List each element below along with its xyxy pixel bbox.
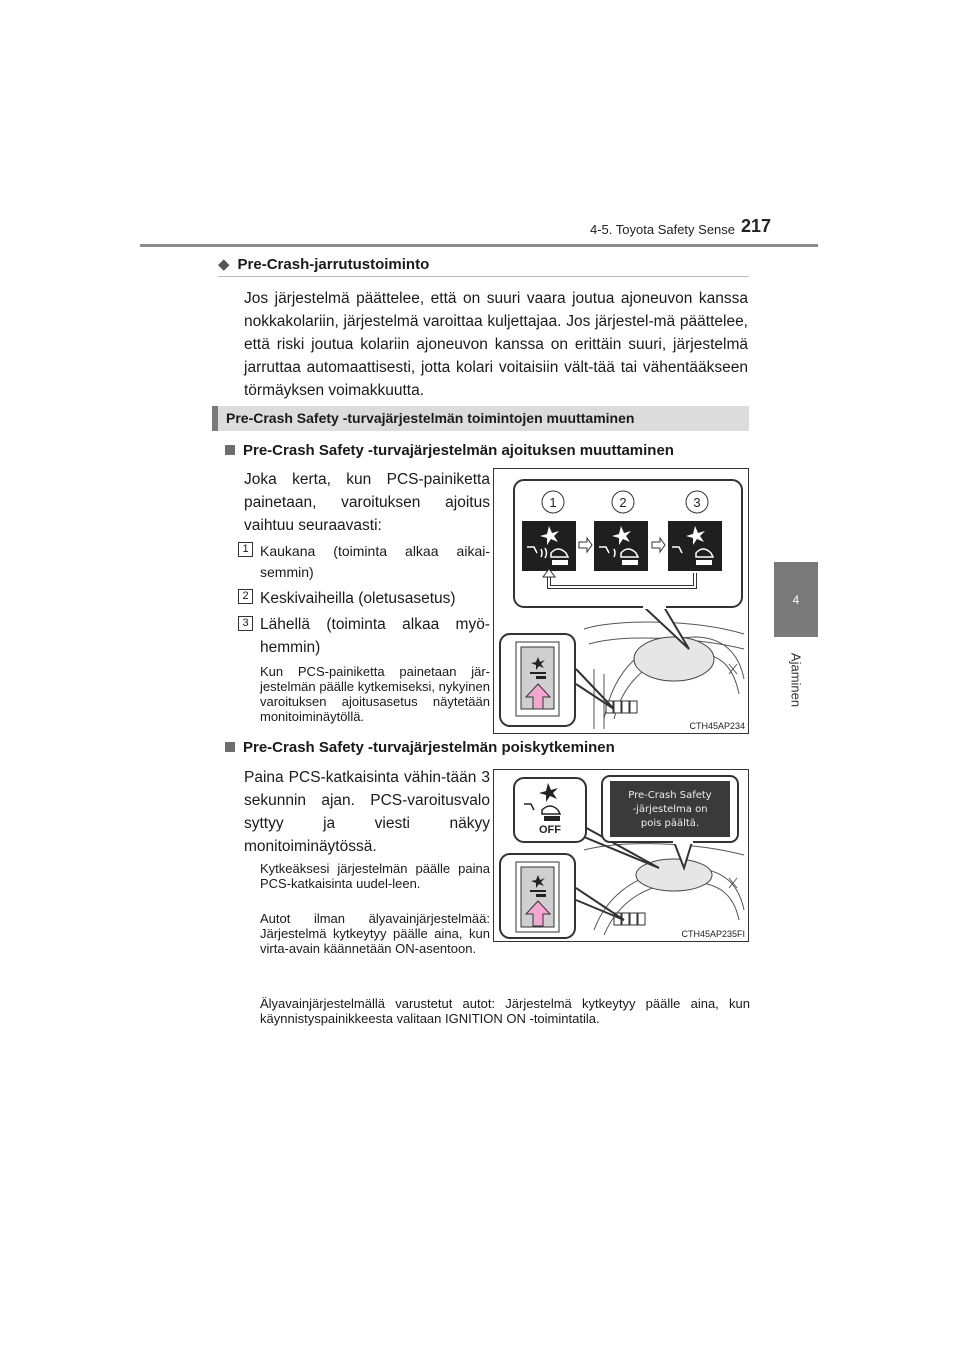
timing-illustration [494,469,749,734]
timing-heading-text: Pre-Crash Safety -turvajärjestelmän ajoituksen muuttaminen [243,442,674,459]
chapter-tab: 4 [774,562,818,637]
option-number-1: 1 [238,542,253,557]
timing-heading [225,442,674,459]
display-message-line-3: pois päältä. [640,818,700,829]
option-3-text: Lähellä (toiminta alkaa myö-hemmin) [260,616,490,656]
chapter-label-text: Ajaminen [788,652,804,708]
option-number-2: 2 [238,589,253,604]
subheading [218,255,429,273]
disable-note-1: Kytkeäksesi järjestelmän päälle paina PCS-katkaisinta uudel-leen. [260,861,490,891]
disable-heading [225,739,615,756]
timing-figure [493,468,749,734]
figure-label-1: 1 [549,495,557,510]
chapter-label [773,650,819,710]
disable-illustration [494,770,749,942]
display-message-line-2: -järjestelma on [632,804,708,815]
figure-label-2: 2 [619,495,627,510]
option-2-text: Keskivaiheilla (oletusasetus) [260,590,456,607]
section-title: Pre-Crash Safety -turvajärjestelmän toimintojen muuttaminen [212,406,749,431]
diamond-icon: ◆ [218,256,230,273]
subheading-rule [218,276,749,277]
figure-label-3: 3 [693,495,701,510]
intro-paragraph: Jos järjestelmä päättelee, että on suuri vaara joutua ajoneuvon kanssa nokkakolariin, järjestelmä varoittaa kuljettajaa. Jos järjestel-mä päättelee, että riski joutua kolariin ajoneuvon kanssa on erittäin suuri, järjestelmä jarruttaa automaattisesti, jotta kolari voitaisiin vält-tää tai vähentääkseen törmäyksen voimakkuutta. [244,290,748,399]
disable-intro: Paina PCS-katkaisinta vähin-tään 3 sekunnin ajan. PCS-varoitusvalo syttyy ja viesti näkyy monitoiminäytössä. [244,769,490,855]
timing-note: Kun PCS-painiketta painetaan jär-jestelmän päälle kytkemiseksi, nykyinen varoituksen ajoitusasetus näytetään monitoiminäytöllä. [260,664,490,724]
disable-note-3: Älyavainjärjestelmällä varustetut autot: Järjestelmä kytkeytyy päälle aina, kun käynnistyspainikkeesta valitaan IGNITION ON -toimintatila. [260,996,750,1026]
off-label: OFF [539,824,561,836]
option-1-text: Kaukana (toiminta alkaa aikai-semmin) [260,543,490,580]
square-bullet-icon [225,445,235,455]
disable-heading-text: Pre-Crash Safety -turvajärjestelmän poiskytkeminen [243,739,615,756]
timing-intro: Joka kerta, kun PCS-painiketta painetaan, varoituksen ajoitus vaihtuu seuraavasti: [244,471,490,534]
square-bullet-icon [225,742,235,752]
disable-figure [493,769,749,942]
running-header-section: 4-5. Toyota Safety Sense [590,222,736,237]
page-number: 217 [741,216,772,236]
figure-code-2: CTH45AP235FI [681,929,745,939]
header-rule [140,244,818,247]
subheading-text: Pre-Crash-jarrutustoiminto [237,256,430,273]
figure-code-1: CTH45AP234 [689,721,745,731]
display-message-line-1: Pre-Crash Safety [628,790,712,801]
option-number-3: 3 [238,616,253,631]
disable-note-2: Autot ilman älyavainjärjestelmää: Järjestelmä kytkeytyy päälle aina, kun virta-avain käännetään ON-asentoon. [260,911,490,956]
